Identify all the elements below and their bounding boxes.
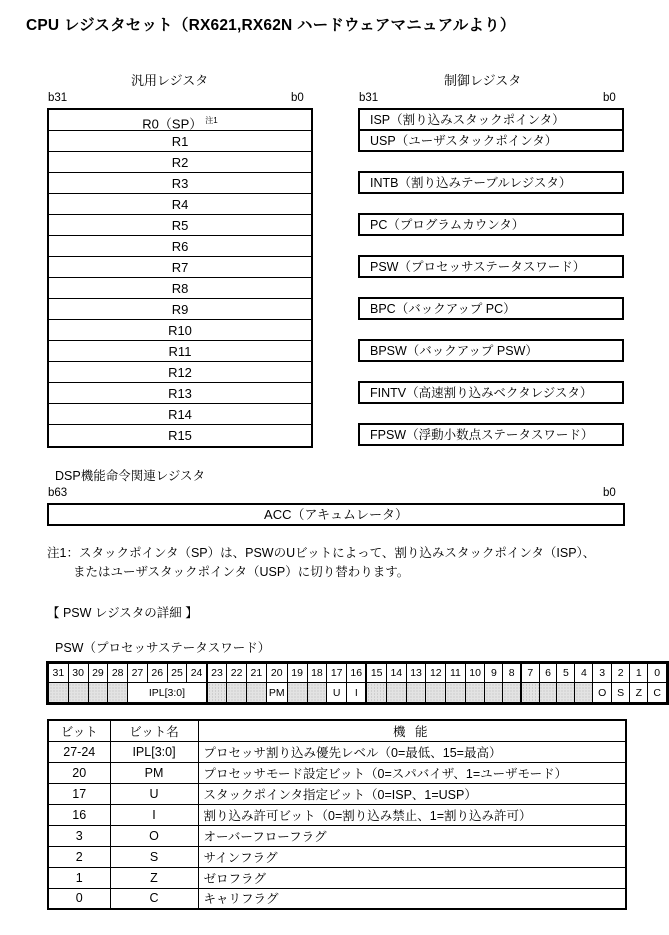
control-registers-bit-high-label: b31 (359, 92, 379, 104)
control-register-box: BPC（バックアップ PC） (358, 297, 624, 320)
control-register-box: ISP（割り込みスタックポインタ） (358, 108, 624, 131)
page-title: CPU レジスタセット（RX621,RX62N ハードウェアマニュアルより） (26, 17, 516, 34)
psw-reserved-bit-cell (521, 683, 539, 703)
psw-bit-number-cell: 17 (327, 664, 347, 683)
psw-table-cell-bit: 16 (48, 804, 110, 825)
psw-table-cell-func: スタックポインタ指定ビット（0=ISP、1=USP） (198, 783, 626, 804)
psw-bitmap-table (48, 663, 667, 703)
control-register-box: USP（ユーザスタックポインタ） (358, 129, 624, 152)
psw-bit-number-cell: 7 (521, 664, 539, 683)
general-registers-stack (47, 108, 313, 448)
psw-bit-number-cell: 1 (630, 664, 648, 683)
footnote (47, 544, 647, 582)
control-registers-caption: 制御レジスタ (444, 73, 522, 88)
general-register-row (49, 299, 311, 320)
psw-reserved-bit-cell (68, 683, 88, 703)
psw-bit-number-cell: 31 (49, 664, 69, 683)
psw-table-cell-func: 割り込み許可ビット（0=割り込み禁止、1=割り込み許可） (198, 804, 626, 825)
control-registers-bit-low-label: b0 (603, 92, 616, 104)
general-register-row (49, 173, 311, 194)
dsp-section-caption: DSP機能命令関連レジスタ (55, 469, 206, 483)
psw-table-cell-name: S (110, 846, 198, 867)
psw-table-cell-func: プロセッサモード設定ビット（0=スパバイザ、1=ユーザモード） (198, 762, 626, 783)
general-register-label: R13 (168, 386, 192, 401)
general-register-row (49, 236, 311, 257)
psw-bit-number-cell: 18 (307, 664, 327, 683)
psw-table-cell-bit: 27-24 (48, 741, 110, 762)
psw-bit-number-cell: 8 (503, 664, 521, 683)
psw-table-cell-bit: 20 (48, 762, 110, 783)
psw-bit-number-cell: 25 (167, 664, 187, 683)
psw-reserved-bit-cell (485, 683, 503, 703)
psw-field-cell: I (347, 683, 367, 703)
psw-bit-number-cell: 13 (406, 664, 426, 683)
psw-bit-number-row (49, 664, 667, 683)
acc-register-box: ACC（アキュムレータ） (47, 503, 625, 526)
psw-bit-number-cell: 11 (446, 664, 466, 683)
general-register-row (49, 425, 311, 446)
psw-bit-number-cell: 19 (287, 664, 307, 683)
psw-table-cell-name: Z (110, 867, 198, 888)
psw-bit-number-cell: 6 (539, 664, 557, 683)
control-registers-stack (358, 108, 624, 446)
psw-table-cell-func: ゼロフラグ (198, 867, 626, 888)
psw-reserved-bit-cell (465, 683, 485, 703)
psw-bit-number-cell: 30 (68, 664, 88, 683)
psw-field-cell: U (327, 683, 347, 703)
general-register-label: R4 (171, 197, 189, 212)
psw-reserved-bit-cell (539, 683, 557, 703)
control-register-box: INTB（割り込みテーブルレジスタ） (358, 171, 624, 194)
psw-bit-number-cell: 14 (386, 664, 406, 683)
table-row (48, 846, 626, 867)
psw-reserved-bit-cell (287, 683, 307, 703)
general-register-label: R1 (171, 134, 189, 149)
psw-register-subheading: PSW（プロセッサステータスワード） (55, 641, 271, 655)
control-register-box: FINTV（高速割り込みベクタレジスタ） (358, 381, 624, 404)
psw-table-cell-bit: 0 (48, 888, 110, 909)
control-register-box: PC（プログラムカウンタ） (358, 213, 624, 236)
psw-field-cell: PM (266, 683, 287, 703)
psw-field-cell: Z (630, 683, 648, 703)
psw-bit-number-cell: 26 (147, 664, 167, 683)
acc-bit-high-label: b63 (48, 487, 68, 499)
control-register-box: BPSW（バックアップ PSW） (358, 339, 624, 362)
psw-bit-number-cell: 24 (187, 664, 207, 683)
psw-table-cell-name: U (110, 783, 198, 804)
general-register-label: R9 (171, 302, 189, 317)
psw-bitmap (46, 661, 669, 705)
control-register-box: FPSW（浮動小数点ステータスワード） (358, 423, 624, 446)
psw-table-cell-func: オーバーフローフラグ (198, 825, 626, 846)
general-register-row (49, 152, 311, 173)
general-register-label: R7 (171, 260, 189, 275)
psw-table-cell-func: サインフラグ (198, 846, 626, 867)
table-row (48, 783, 626, 804)
psw-table-body (48, 741, 626, 909)
general-registers-bit-low-label: b0 (291, 92, 304, 104)
psw-table-column-header: 機 能 (198, 720, 626, 741)
psw-reserved-bit-cell (108, 683, 128, 703)
table-row (48, 825, 626, 846)
psw-table-column-header: ビット (48, 720, 110, 741)
general-register-row (49, 257, 311, 278)
psw-bit-number-cell: 29 (88, 664, 108, 683)
psw-bit-number-cell: 9 (485, 664, 503, 683)
psw-bit-number-cell: 27 (128, 664, 148, 683)
psw-table-cell-name: O (110, 825, 198, 846)
psw-reserved-bit-cell (366, 683, 386, 703)
psw-reserved-bit-cell (88, 683, 108, 703)
psw-reserved-bit-cell (307, 683, 327, 703)
general-register-row (49, 404, 311, 425)
table-row (48, 888, 626, 909)
psw-bit-number-cell: 28 (108, 664, 128, 683)
general-register-label: R5 (171, 218, 189, 233)
table-row (48, 804, 626, 825)
psw-table-column-header: ビット名 (110, 720, 198, 741)
psw-bit-number-cell: 12 (426, 664, 446, 683)
psw-reserved-bit-cell (503, 683, 521, 703)
psw-table-cell-bit: 1 (48, 867, 110, 888)
general-register-row (49, 215, 311, 236)
psw-bit-number-cell: 10 (465, 664, 485, 683)
table-header-row (48, 720, 626, 741)
psw-reserved-bit-cell (386, 683, 406, 703)
psw-bit-number-cell: 2 (611, 664, 629, 683)
psw-section-heading: 【 PSW レジスタの詳細 】 (47, 606, 198, 620)
psw-reserved-bit-cell (426, 683, 446, 703)
psw-bit-number-cell: 20 (266, 664, 287, 683)
footnote-line-2: またはユーザスタックポインタ（USP）に切り替わります。 (73, 565, 410, 579)
psw-reserved-bit-cell (207, 683, 227, 703)
general-register-label: R2 (171, 155, 189, 170)
general-register-row (49, 362, 311, 383)
general-register-row (49, 278, 311, 299)
psw-bit-number-cell: 16 (347, 664, 367, 683)
general-register-label: R0（SP） (142, 116, 203, 132)
psw-table-cell-bit: 2 (48, 846, 110, 867)
general-register-footnote-marker: 注1 (205, 116, 218, 125)
psw-table-cell-func: プロセッサ割り込み優先レベル（0=最低、15=最高） (198, 741, 626, 762)
psw-table-cell-func: キャリフラグ (198, 888, 626, 909)
psw-table-cell-bit: 17 (48, 783, 110, 804)
psw-table-header (48, 720, 626, 741)
psw-reserved-bit-cell (575, 683, 593, 703)
psw-reserved-bit-cell (557, 683, 575, 703)
general-register-row (49, 320, 311, 341)
general-register-label: R10 (168, 323, 192, 338)
psw-reserved-bit-cell (446, 683, 466, 703)
psw-table-cell-name: IPL[3:0] (110, 741, 198, 762)
general-register-label: R15 (168, 428, 192, 443)
psw-field-cell: IPL[3:0] (128, 683, 207, 703)
general-register-label: R14 (168, 407, 192, 422)
psw-bit-number-cell: 5 (557, 664, 575, 683)
psw-field-cell: S (611, 683, 629, 703)
general-register-label: R6 (171, 239, 189, 254)
psw-bit-description-table (47, 719, 627, 910)
psw-table-cell-name: C (110, 888, 198, 909)
psw-table-cell-name: PM (110, 762, 198, 783)
psw-table-cell-name: I (110, 804, 198, 825)
general-register-row (49, 341, 311, 362)
general-register-label: R12 (168, 365, 192, 380)
psw-bit-number-cell: 15 (366, 664, 386, 683)
general-register-label: R11 (168, 344, 192, 359)
general-register-row (49, 194, 311, 215)
control-register-box: PSW（プロセッサステータスワード） (358, 255, 624, 278)
psw-bit-number-cell: 4 (575, 664, 593, 683)
psw-bit-field-row (49, 683, 667, 703)
psw-bit-number-cell: 3 (593, 664, 612, 683)
general-register-label: R3 (171, 176, 189, 191)
footnote-line-1: 注1：スタックポインタ（SP）は、PSWのUビットによって、割り込みスタックポインタ（ISP）、 (47, 546, 596, 560)
general-registers-caption: 汎用レジスタ (131, 73, 209, 88)
psw-reserved-bit-cell (49, 683, 69, 703)
psw-bit-number-cell: 22 (227, 664, 247, 683)
psw-field-cell: C (648, 683, 667, 703)
psw-reserved-bit-cell (246, 683, 266, 703)
psw-table-cell-bit: 3 (48, 825, 110, 846)
general-registers-bit-high-label: b31 (48, 92, 68, 104)
psw-bit-number-cell: 23 (207, 664, 227, 683)
general-register-row (49, 131, 311, 152)
general-register-label: R8 (171, 281, 189, 296)
general-register-row (49, 110, 311, 131)
psw-reserved-bit-cell (227, 683, 247, 703)
psw-bit-number-cell: 21 (246, 664, 266, 683)
table-row (48, 867, 626, 888)
psw-bit-number-cell: 0 (648, 664, 667, 683)
psw-reserved-bit-cell (406, 683, 426, 703)
psw-field-cell: O (593, 683, 612, 703)
acc-bit-low-label: b0 (603, 487, 616, 499)
general-register-row (49, 383, 311, 404)
table-row (48, 762, 626, 783)
table-row (48, 741, 626, 762)
